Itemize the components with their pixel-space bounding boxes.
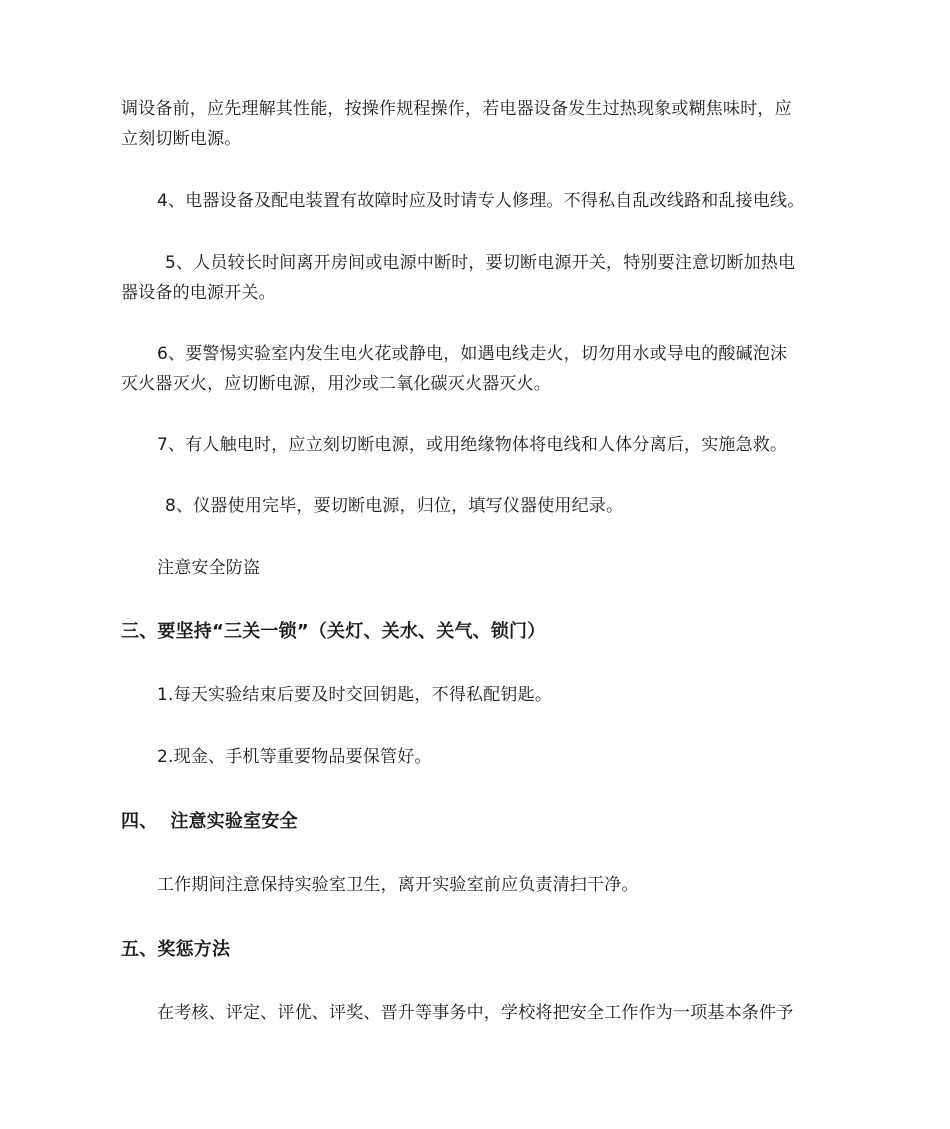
list-item-continuation: 灭火器灭火，应切断电源，用沙或二氧化碳灭火器灭火。 (121, 374, 551, 394)
paragraph-line: 在考核、评定、评优、评奖、晋升等事务中，学校将把安全工作作为一项基本条件予 (157, 1003, 794, 1023)
list-item: 4、电器设备及配电装置有故障时应及时请专人修理。不得私自乱改线路和乱接电线。 (157, 191, 805, 211)
list-item: 1.每天实验结束后要及时交回钥匙，不得私配钥匙。 (157, 685, 553, 705)
list-item: 5、人员较长时间离开房间或电源中断时，要切断电源开关，特别要注意切断加热电 (165, 253, 796, 273)
section-heading: 三、要坚持“三关一锁”（关灯、关水、关气、锁门） (121, 621, 546, 642)
section-heading: 四、 注意实验室安全 (121, 811, 298, 832)
paragraph-line: 工作期间注意保持实验室卫生，离开实验室前应负责清扫干净。 (157, 875, 639, 895)
section-heading: 五、奖惩方法 (121, 939, 231, 960)
list-item-continuation: 器设备的电源开关。 (121, 283, 276, 303)
paragraph-line: 注意安全防盗 (157, 558, 261, 578)
paragraph-line: 立刻切断电源。 (121, 129, 242, 149)
list-item: 8、仪器使用完毕，要切断电源，归位，填写仪器使用纪录。 (165, 496, 624, 516)
paragraph-line: 调设备前，应先理解其性能，按操作规程操作，若电器设备发生过热现象或糊焦味时，应 (121, 99, 792, 119)
list-item: 7、有人触电时，应立刻切断电源，或用绝缘物体将电线和人体分离后，实施急救。 (157, 435, 788, 455)
list-item: 6、要警惕实验室内发生电火花或静电，如遇电线走火，切勿用水或导电的酸碱泡沫 (157, 344, 788, 364)
list-item: 2.现金、手机等重要物品要保管好。 (157, 747, 432, 767)
